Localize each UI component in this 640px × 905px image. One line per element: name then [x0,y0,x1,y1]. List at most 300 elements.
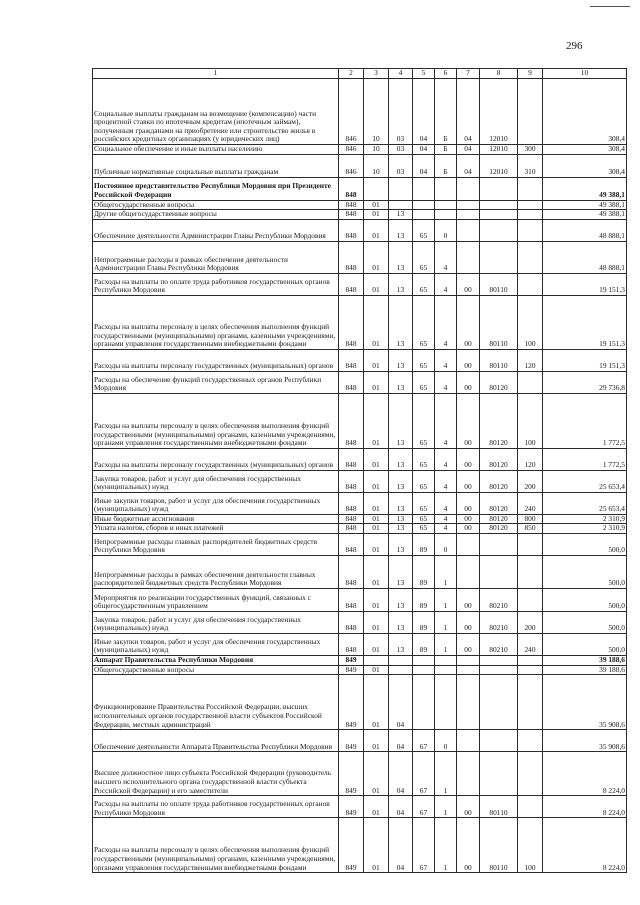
table-row [93,633,627,655]
expense-code-cell [480,241,518,273]
section-code-cell: 01 [364,295,389,349]
subprogram-code-cell: 4 [435,524,457,534]
ministry-code-cell: 848 [339,273,364,295]
table-row [93,200,627,210]
table-row [93,371,627,393]
section-code-cell: 01 [364,393,389,448]
item-name-cell: Расходы на выплаты по оплате труда работников государственных органов Республики Мордовия [93,273,339,295]
ministry-code-cell: 848 [339,200,364,210]
type-code-cell [518,241,543,273]
subsection-code-cell: 13 [389,588,413,611]
subsection-code-cell: 03 [389,145,413,155]
amount-cell: 48 888,1 [543,241,627,273]
ministry-code-cell: 848 [339,241,364,273]
item-name-cell: Другие общегосударственные вопросы [93,210,339,220]
header-cell: 4 [389,69,413,79]
table-row [93,273,627,295]
table-row [93,611,627,633]
type-code-cell: 200 [518,611,543,633]
direction-code-cell [457,730,480,752]
expense-code-cell: 80120 [480,514,518,524]
ministry-code-cell: 849 [339,730,364,752]
amount-cell: 49 388,1 [543,210,627,220]
item-name-cell: Социальное обеспечение и иные выплаты населению [93,145,339,155]
program-code-cell: 65 [413,492,435,514]
amount-cell: 1 772,5 [543,448,627,470]
subprogram-code-cell: 4 [435,295,457,349]
subsection-code-cell: 04 [389,675,413,730]
item-name-cell: Публичные нормативные социальные выплаты гражданам [93,154,339,177]
expense-code-cell: 80210 [480,588,518,611]
section-code-cell: 01 [364,555,389,588]
ministry-code-cell: 848 [339,210,364,220]
subprogram-code-cell: 4 [435,470,457,492]
program-code-cell [413,177,435,200]
ministry-code-cell: 849 [339,796,364,818]
direction-code-cell: 04 [457,154,480,177]
ministry-code-cell: 848 [339,448,364,470]
type-code-cell: 240 [518,492,543,514]
table-row [93,752,627,796]
subprogram-code-cell: Б [435,79,457,145]
type-code-cell [518,675,543,730]
direction-code-cell [457,241,480,273]
amount-cell: 500,0 [543,611,627,633]
type-code-cell [518,210,543,220]
direction-code-cell: 00 [457,796,480,818]
table-row [93,79,627,145]
subprogram-code-cell: 1 [435,588,457,611]
table-row [93,588,627,611]
section-code-cell: 01 [364,448,389,470]
header-cell: 9 [518,69,543,79]
section-code-cell: 01 [364,633,389,655]
amount-cell: 500,0 [543,533,627,555]
ministry-code-cell: 848 [339,219,364,241]
subsection-code-cell: 04 [389,752,413,796]
expense-code-cell [480,555,518,588]
ministry-code-cell: 848 [339,514,364,524]
amount-cell: 2 310,9 [543,524,627,534]
ministry-code-cell: 848 [339,633,364,655]
direction-code-cell [457,210,480,220]
type-code-cell [518,555,543,588]
program-code-cell: 89 [413,533,435,555]
program-code-cell: 67 [413,730,435,752]
direction-code-cell: 00 [457,295,480,349]
ministry-code-cell: 848 [339,588,364,611]
item-name-cell: Расходы на обеспечение функций государственных органов Республики Мордовия [93,371,339,393]
expense-code-cell [480,210,518,220]
type-code-cell [518,177,543,200]
direction-code-cell: 00 [457,633,480,655]
table-row [93,349,627,371]
ministry-code-cell: 848 [339,349,364,371]
expense-code-cell: 12010 [480,154,518,177]
subprogram-code-cell: 1 [435,752,457,796]
expense-code-cell [480,200,518,210]
program-code-cell [413,200,435,210]
section-code-cell: 01 [364,524,389,534]
section-code-cell: 01 [364,665,389,675]
section-code-cell: 10 [364,145,389,155]
subsection-code-cell: 13 [389,210,413,220]
ministry-code-cell: 849 [339,818,364,873]
program-code-cell [413,655,435,665]
subprogram-code-cell: 4 [435,448,457,470]
direction-code-cell: 00 [457,349,480,371]
section-code-cell: 01 [364,730,389,752]
direction-code-cell [457,675,480,730]
header-cell: 2 [339,69,364,79]
section-code-cell: 01 [364,470,389,492]
direction-code-cell: 00 [457,448,480,470]
subprogram-code-cell: 4 [435,273,457,295]
section-code-cell: 01 [364,273,389,295]
expense-code-cell: 80110 [480,818,518,873]
direction-code-cell [457,665,480,675]
item-name-cell: Расходы на выплаты персоналу государственных (муниципальных) органов [93,349,339,371]
subsection-code-cell: 04 [389,818,413,873]
item-name-cell: Закупка товаров, работ и услуг для обеспечения государственных (муниципальных) нужд [93,470,339,492]
table-row [93,818,627,873]
subprogram-code-cell: 4 [435,492,457,514]
direction-code-cell: 00 [457,273,480,295]
type-code-cell: 120 [518,349,543,371]
program-code-cell: 65 [413,371,435,393]
expense-code-cell [480,665,518,675]
ministry-code-cell: 848 [339,533,364,555]
budget-table [92,68,627,873]
ministry-code-cell: 848 [339,470,364,492]
subprogram-code-cell [435,177,457,200]
expense-code-cell: 80110 [480,349,518,371]
type-code-cell [518,796,543,818]
item-name-cell: Расходы на выплаты по оплате труда работников государственных органов Республики Мордовия [93,796,339,818]
section-code-cell: 01 [364,514,389,524]
table-row [93,524,627,534]
subsection-code-cell: 03 [389,154,413,177]
type-code-cell: 100 [518,295,543,349]
ministry-code-cell: 846 [339,145,364,155]
type-code-cell [518,665,543,675]
item-name-cell: Общегосударственные вопросы [93,200,339,210]
subsection-code-cell: 13 [389,470,413,492]
subsection-code-cell: 13 [389,448,413,470]
ministry-code-cell: 848 [339,524,364,534]
program-code-cell: 65 [413,349,435,371]
ministry-code-cell: 846 [339,154,364,177]
subsection-code-cell [389,200,413,210]
table-row [93,145,627,155]
direction-code-cell: 00 [457,611,480,633]
amount-cell: 308,4 [543,79,627,145]
expense-code-cell: 12010 [480,79,518,145]
program-code-cell: 65 [413,295,435,349]
expense-code-cell: 80120 [480,393,518,448]
section-code-cell: 01 [364,492,389,514]
section-code-cell: 01 [364,818,389,873]
amount-cell: 308,4 [543,154,627,177]
type-code-cell [518,219,543,241]
item-name-cell: Иные закупки товаров, работ и услуг для обеспечения государственных (муниципальных) нужд [93,492,339,514]
table-row [93,730,627,752]
subprogram-code-cell: 0 [435,730,457,752]
amount-cell: 19 151,3 [543,273,627,295]
type-code-cell: 200 [518,470,543,492]
ministry-code-cell: 848 [339,611,364,633]
table-row [93,796,627,818]
table-row [93,393,627,448]
program-code-cell: 89 [413,611,435,633]
expense-code-cell [480,730,518,752]
program-code-cell: 65 [413,393,435,448]
section-code-cell: 10 [364,79,389,145]
subsection-code-cell: 04 [389,796,413,818]
ministry-code-cell: 848 [339,492,364,514]
table-body [93,69,627,873]
header-cell: 7 [457,69,480,79]
subsection-code-cell: 03 [389,79,413,145]
type-code-cell: 310 [518,154,543,177]
item-name-cell: Расходы на выплаты персоналу в целях обеспечения выполнения функций государственными (муниципальными) органами, казенными учреждениями, органами управления государственными внебюджетными фондами [93,295,339,349]
program-code-cell: 65 [413,241,435,273]
type-code-cell [518,273,543,295]
item-name-cell: Закупка товаров, работ и услуг для обеспечения государственных (муниципальных) нужд [93,611,339,633]
expense-code-cell: 80210 [480,611,518,633]
type-code-cell [518,752,543,796]
direction-code-cell [457,533,480,555]
program-code-cell: 65 [413,524,435,534]
section-code-cell: 01 [364,611,389,633]
expense-code-cell [480,675,518,730]
item-name-cell: Иные закупки товаров, работ и услуг для обеспечения государственных (муниципальных) нужд [93,633,339,655]
direction-code-cell: 00 [457,393,480,448]
direction-code-cell [457,219,480,241]
amount-cell: 1 772,5 [543,393,627,448]
type-code-cell [518,655,543,665]
expense-code-cell [480,219,518,241]
subprogram-code-cell: 4 [435,349,457,371]
item-name-cell: Обеспечение деятельности Администрации Главы Республики Мордовия [93,219,339,241]
type-code-cell [518,533,543,555]
amount-cell: 2 310,9 [543,514,627,524]
expense-code-cell: 80120 [480,524,518,534]
ministry-code-cell: 848 [339,555,364,588]
item-name-cell: Общегосударственные вопросы [93,665,339,675]
subsection-code-cell: 04 [389,730,413,752]
subsection-code-cell [389,655,413,665]
program-code-cell [413,675,435,730]
amount-cell: 35 908,6 [543,675,627,730]
type-code-cell: 120 [518,448,543,470]
table-row [93,210,627,220]
item-name-cell: Расходы на выплаты персоналу государственных (муниципальных) органов [93,448,339,470]
table-row [93,154,627,177]
table-row [93,514,627,524]
expense-code-cell: 80110 [480,796,518,818]
header-cell: 8 [480,69,518,79]
subsection-code-cell: 13 [389,219,413,241]
table-row [93,219,627,241]
item-name-cell: Непрограммные расходы главных распорядителей бюджетных средств Республики Мордовия [93,533,339,555]
subsection-code-cell: 13 [389,295,413,349]
subprogram-code-cell: 1 [435,555,457,588]
program-code-cell: 04 [413,145,435,155]
section-code-cell: 01 [364,349,389,371]
type-code-cell: 100 [518,818,543,873]
table-row [93,448,627,470]
subsection-code-cell: 13 [389,393,413,448]
ministry-code-cell: 846 [339,79,364,145]
subprogram-code-cell: 4 [435,514,457,524]
direction-code-cell: 00 [457,371,480,393]
expense-code-cell: 80120 [480,470,518,492]
item-name-cell: Высшее должностное лицо субъекта Российской Федерации (руководитель высшего исполнительного органа государственной власти субъекта Российской Федерации) и его заместители [93,752,339,796]
item-name-cell: Уплата налогов, сборов и иных платежей [93,524,339,534]
subsection-code-cell: 13 [389,241,413,273]
expense-code-cell: 80210 [480,633,518,655]
direction-code-cell [457,655,480,665]
subprogram-code-cell [435,655,457,665]
section-code-cell: 01 [364,219,389,241]
section-code-cell: 01 [364,533,389,555]
section-code-cell: 01 [364,796,389,818]
item-name-cell: Расходы на выплаты персоналу в целях обеспечения выполнения функций государственными (муниципальными) органами, казенными учреждениями, органами управления государственными внебюджетными фондами [93,818,339,873]
expense-code-cell: 80120 [480,448,518,470]
expense-code-cell: 12010 [480,145,518,155]
ministry-code-cell: 849 [339,752,364,796]
amount-cell: 8 224,0 [543,818,627,873]
type-code-cell: 300 [518,145,543,155]
subsection-code-cell: 13 [389,533,413,555]
amount-cell: 49 388,1 [543,200,627,210]
type-code-cell [518,730,543,752]
expense-code-cell: 80110 [480,295,518,349]
type-code-cell: 240 [518,633,543,655]
table-row [93,533,627,555]
program-code-cell: 89 [413,555,435,588]
type-code-cell [518,371,543,393]
program-code-cell [413,665,435,675]
direction-code-cell [457,555,480,588]
subprogram-code-cell: 1 [435,633,457,655]
subprogram-code-cell: 0 [435,219,457,241]
amount-cell: 39 188,6 [543,665,627,675]
subsection-code-cell: 13 [389,273,413,295]
subsection-code-cell: 13 [389,633,413,655]
top-rule [590,6,630,7]
item-name-cell: Социальные выплаты гражданам на возмещение (компенсацию) части процентной ставки по ипотечным кредитам (ипотечным займам), полученным гражданами на приобретение или строительство жилья в российских кредитных организациях (у юридических лиц) [93,79,339,145]
subsection-code-cell: 13 [389,371,413,393]
amount-cell: 35 908,6 [543,730,627,752]
program-code-cell: 65 [413,514,435,524]
program-code-cell: 65 [413,448,435,470]
expense-code-cell: 80120 [480,371,518,393]
subsection-code-cell: 13 [389,492,413,514]
section-code-cell: 01 [364,588,389,611]
section-code-cell [364,655,389,665]
section-code-cell: 01 [364,675,389,730]
program-code-cell: 67 [413,796,435,818]
subprogram-code-cell: 4 [435,241,457,273]
subprogram-code-cell: 4 [435,371,457,393]
table-row [93,492,627,514]
table-row [93,675,627,730]
section-code-cell: 01 [364,241,389,273]
header-cell: 3 [364,69,389,79]
direction-code-cell: 00 [457,818,480,873]
ministry-code-cell: 849 [339,655,364,665]
program-code-cell: 89 [413,588,435,611]
expense-code-cell [480,177,518,200]
direction-code-cell: 00 [457,588,480,611]
program-code-cell: 65 [413,219,435,241]
section-code-cell [364,177,389,200]
subprogram-code-cell [435,675,457,730]
amount-cell: 29 736,8 [543,371,627,393]
type-code-cell: 850 [518,524,543,534]
amount-cell: 8 224,0 [543,752,627,796]
table-row [93,555,627,588]
subprogram-code-cell: 0 [435,533,457,555]
item-name-cell: Аппарат Правительства Республики Мордовия [93,655,339,665]
subsection-code-cell: 13 [389,524,413,534]
program-code-cell [413,210,435,220]
amount-cell: 48 888,1 [543,219,627,241]
amount-cell: 19 151,3 [543,349,627,371]
amount-cell: 25 653,4 [543,492,627,514]
subprogram-code-cell: 1 [435,796,457,818]
subprogram-code-cell: Б [435,145,457,155]
ministry-code-cell: 849 [339,665,364,675]
section-code-cell: 10 [364,154,389,177]
direction-code-cell [457,200,480,210]
subprogram-code-cell [435,665,457,675]
table-row [93,241,627,273]
item-name-cell: Непрограммные расходы в рамках обеспечения деятельности Администрации Главы Республики Мордовия [93,241,339,273]
section-code-cell: 01 [364,371,389,393]
header-cell: 10 [543,69,627,79]
subsection-code-cell: 13 [389,611,413,633]
expense-code-cell [480,752,518,796]
subsection-code-cell [389,665,413,675]
expense-code-cell [480,655,518,665]
subprogram-code-cell: 1 [435,818,457,873]
table-row [93,665,627,675]
direction-code-cell: 04 [457,79,480,145]
program-code-cell: 04 [413,154,435,177]
amount-cell: 8 224,0 [543,796,627,818]
subsection-code-cell: 13 [389,514,413,524]
section-code-cell: 01 [364,210,389,220]
program-code-cell: 67 [413,818,435,873]
program-code-cell: 04 [413,79,435,145]
amount-cell: 500,0 [543,633,627,655]
item-name-cell: Функционирование Правительства Российской Федерации, высших исполнительных органов государственной власти субъектов Российской Федерации, местных администраций [93,675,339,730]
ministry-code-cell: 848 [339,393,364,448]
item-name-cell: Постоянное представительство Республики Мордовия при Президенте Российской Федерации [93,177,339,200]
program-code-cell: 65 [413,470,435,492]
table-row [93,295,627,349]
section-code-cell: 01 [364,200,389,210]
item-name-cell: Непрограммные расходы в рамках обеспечения деятельности главных распорядителей бюджетных средств Республики Мордовия [93,555,339,588]
header-cell: 6 [435,69,457,79]
program-code-cell: 89 [413,633,435,655]
item-name-cell: Обеспечение деятельности Аппарата Правительства Республики Мордовия [93,730,339,752]
type-code-cell: 100 [518,393,543,448]
direction-code-cell: 00 [457,524,480,534]
